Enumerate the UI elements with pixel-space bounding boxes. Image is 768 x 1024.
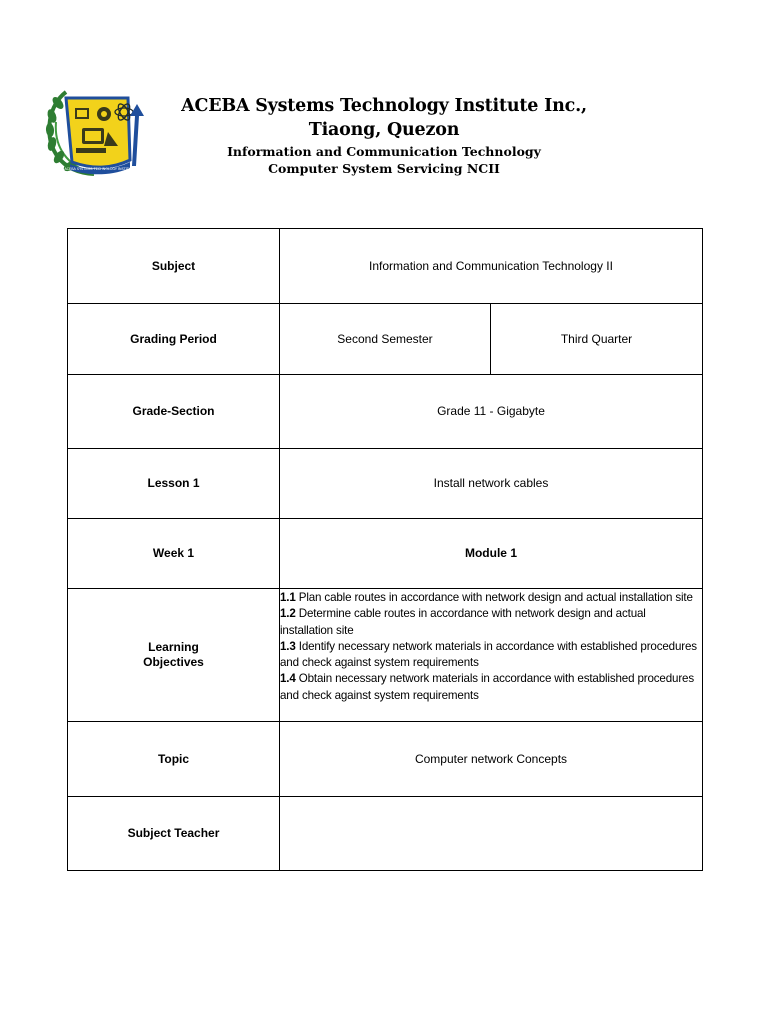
objectives-list xyxy=(280,590,698,704)
objective-item xyxy=(280,606,698,639)
learning-objectives-label-line2: Objectives xyxy=(143,655,204,669)
grading-period-label: Grading Period xyxy=(67,303,280,375)
module-value: Module 1 xyxy=(279,518,703,589)
program-name: Computer System Servicing NCII xyxy=(268,161,500,176)
objective-item xyxy=(280,639,698,672)
objective-text: Identify necessary network materials in accordance with established procedures and check against system requirements xyxy=(280,639,697,670)
subject-label: Subject xyxy=(67,228,280,304)
objective-item xyxy=(280,671,698,704)
objective-text: Plan cable routes in accordance with network design and actual installation site xyxy=(295,591,693,604)
objective-number: 1.3 xyxy=(280,639,296,653)
learning-objectives-label xyxy=(67,588,280,722)
document-header xyxy=(150,94,618,177)
learning-objectives-list xyxy=(279,588,703,722)
learning-objectives-label-line1: Learning xyxy=(148,640,199,654)
institute-name: ACEBA Systems Technology Institute Inc., xyxy=(181,96,587,116)
objective-number: 1.4 xyxy=(280,672,296,686)
department-name: Information and Communication Technology xyxy=(227,144,541,159)
subject-teacher-value xyxy=(279,796,703,871)
lesson-label: Lesson 1 xyxy=(67,448,280,519)
logo-arrow xyxy=(130,104,144,166)
grade-section-value: Grade 11 - Gigabyte xyxy=(279,374,703,449)
objective-number: 1.1 xyxy=(280,591,296,604)
week-label: Week 1 xyxy=(67,518,280,589)
objective-number: 1.2 xyxy=(280,607,296,621)
institute-logo xyxy=(42,86,146,178)
grade-section-label: Grade-Section xyxy=(67,374,280,449)
objective-text: Obtain necessary network materials in accordance with established procedures and check against system requirements xyxy=(280,672,694,702)
quarter-value: Third Quarter xyxy=(490,303,703,375)
subject-value: Information and Communication Technology II xyxy=(279,228,703,304)
objective-item xyxy=(280,590,698,606)
lesson-value: Install network cables xyxy=(279,448,703,519)
subject-teacher-label: Subject Teacher xyxy=(67,796,280,871)
lesson-info-table xyxy=(67,228,703,871)
topic-label: Topic xyxy=(67,721,280,797)
logo-ribbon-text: ACEBA SYSTEMS TECHNOLOGY INSTITUTE xyxy=(64,167,136,171)
topic-value: Computer network Concepts xyxy=(279,721,703,797)
semester-value: Second Semester xyxy=(279,303,491,375)
institute-location: Tiaong, Quezon xyxy=(308,120,460,140)
objective-text: Determine cable routes in accordance with network design and actual installation site xyxy=(280,607,646,637)
